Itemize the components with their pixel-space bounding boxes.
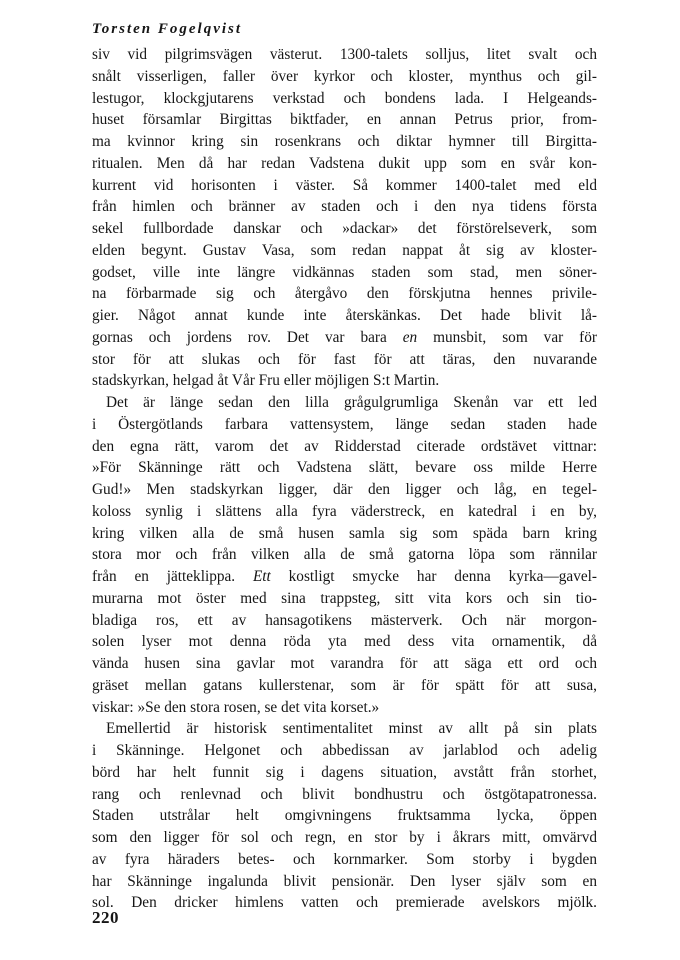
text-line: Det är länge sedan den lilla grågulgrumliga Skenån var ett led bbox=[106, 394, 597, 411]
text-line: sol. Den dricker himlens vatten och premierade avelskors mjölk. bbox=[92, 894, 597, 912]
text-line: stadskyrkan, helgad åt Vår Fru eller möjligen S:t Martin. bbox=[92, 372, 440, 390]
text-segment: gornas och jordens rov. Det var bara bbox=[92, 328, 403, 346]
text-line: solen lyser mot denna röda yta med dess vita ornamentik, då bbox=[92, 633, 597, 651]
text-line: gräset mellan gatans kullerstenar, som är för spätt för att susa, bbox=[92, 676, 597, 694]
text-line: murarna mot öster med sina trappsteg, sitt vita kors och sin tio- bbox=[92, 589, 597, 607]
text-line: Gud!» Men stadskyrkan ligger, där den ligger och låg, en tegel- bbox=[92, 481, 597, 498]
text-segment: kostligt smycke har denna kyrka—gavel- bbox=[270, 568, 597, 585]
text-line: »För Skänninge rätt och Vadstena slätt, bevare oss milde Herre bbox=[92, 459, 597, 477]
paragraph-1 bbox=[92, 44, 597, 392]
text-line: sekel fullbordade danskar och »dackar» det förstörelseverk, som bbox=[92, 220, 597, 237]
text-line-with-emphasis bbox=[92, 327, 597, 349]
text-line: ritualen. Men då har redan Vadstena dukit upp som en svår kon- bbox=[92, 154, 597, 172]
text-line: gier. Något annat kunde inte återskänkas. Det hade blivit lå- bbox=[92, 307, 597, 324]
text-line-with-emphasis bbox=[92, 566, 597, 588]
text-line: har Skänninge ingalunda blivit pensionär. Den lyser själv som en bbox=[92, 872, 597, 890]
text-line: den egna rätt, varom det av Ridderstad citerade ordstävet vittnar: bbox=[92, 437, 597, 455]
paragraph-2 bbox=[92, 392, 597, 718]
running-head: Torsten Fogelqvist bbox=[92, 21, 243, 37]
text-line: lestugor, klockgjutarens verkstad och bondens lada. I Helgeands- bbox=[92, 89, 597, 107]
text-line: vända husen sina gavlar mot varandra för att säga ett ord och bbox=[92, 655, 597, 672]
text-line: kring vilken alla de små husen samla sig som späda barn kring bbox=[92, 524, 597, 542]
text-segment: munsbit, som var för bbox=[417, 328, 597, 346]
text-line: Emellertid är historisk sentimentalitet minst av allt på sin plats bbox=[106, 720, 597, 738]
paragraph-3 bbox=[92, 718, 597, 914]
text-segment: från en jätteklippa. bbox=[92, 568, 253, 585]
text-line: i Östergötlands farbara vattensystem, länge sedan staden hade bbox=[92, 415, 597, 433]
text-line: stora mor och från vilken alla de små gatorna löpa som rännilar bbox=[92, 546, 597, 564]
body-text bbox=[92, 44, 597, 914]
text-line: börd har helt funnit sig i dagens situation, avstått från storhet, bbox=[92, 763, 597, 781]
text-line: huset församlar Birgittas biktfader, en annan Petrus prior, from- bbox=[92, 111, 597, 129]
emphasized-word: Ett bbox=[252, 568, 271, 585]
text-line: i Skänninge. Helgonet och abbedissan av jarlablod och adelig bbox=[92, 742, 597, 759]
text-line: stor för att slukas och för fast för att täras, den nuvarande bbox=[92, 350, 597, 368]
text-line: bladiga ros, ett av hansagotikens mästerverk. Och när morgon- bbox=[92, 611, 597, 629]
text-line: na förbarmade sig och återgåvo den förskjutna hennes privile- bbox=[92, 285, 597, 303]
text-line: siv vid pilgrimsvägen västerut. 1300-talets solljus, litet svalt och bbox=[92, 46, 597, 63]
text-line: kurrent vid horisonten i väster. Så kommer 1400-talet med eld bbox=[92, 176, 597, 194]
text-line: av fyra häraders betes- och kornmarker. Som storby i bygden bbox=[92, 850, 597, 868]
text-line: ma kvinnor kring sin rosenkrans och diktar hymner till Birgitta- bbox=[92, 133, 597, 150]
page-number: 220 bbox=[92, 908, 119, 927]
text-line: godset, ville inte längre vidkännas staden som stad, men söner- bbox=[92, 263, 597, 281]
text-line: snålt visserligen, faller över kyrkor och kloster, mynthus och gil- bbox=[92, 67, 597, 85]
text-line: koloss synlig i slättens alla fyra väderstreck, en katedral i en by, bbox=[92, 502, 597, 520]
text-line: elden begynt. Gustav Vasa, som redan nappat åt sig av kloster- bbox=[92, 241, 597, 259]
text-line: från himlen och bränner av staden och i den nya tidens första bbox=[92, 198, 597, 216]
text-line: som den ligger för sol och regn, en stor by i åkrars mitt, omvärvd bbox=[92, 829, 597, 846]
emphasized-word: en bbox=[402, 328, 418, 346]
book-page bbox=[92, 18, 597, 914]
text-line: Staden utstrålar helt omgivningens fruktsamma lycka, öppen bbox=[92, 807, 597, 825]
text-line: viskar: »Se den stora rosen, se det vita korset.» bbox=[92, 698, 380, 716]
text-line: rang och renlevnad och blivit bondhustru och östgötapatronessa. bbox=[92, 785, 597, 803]
